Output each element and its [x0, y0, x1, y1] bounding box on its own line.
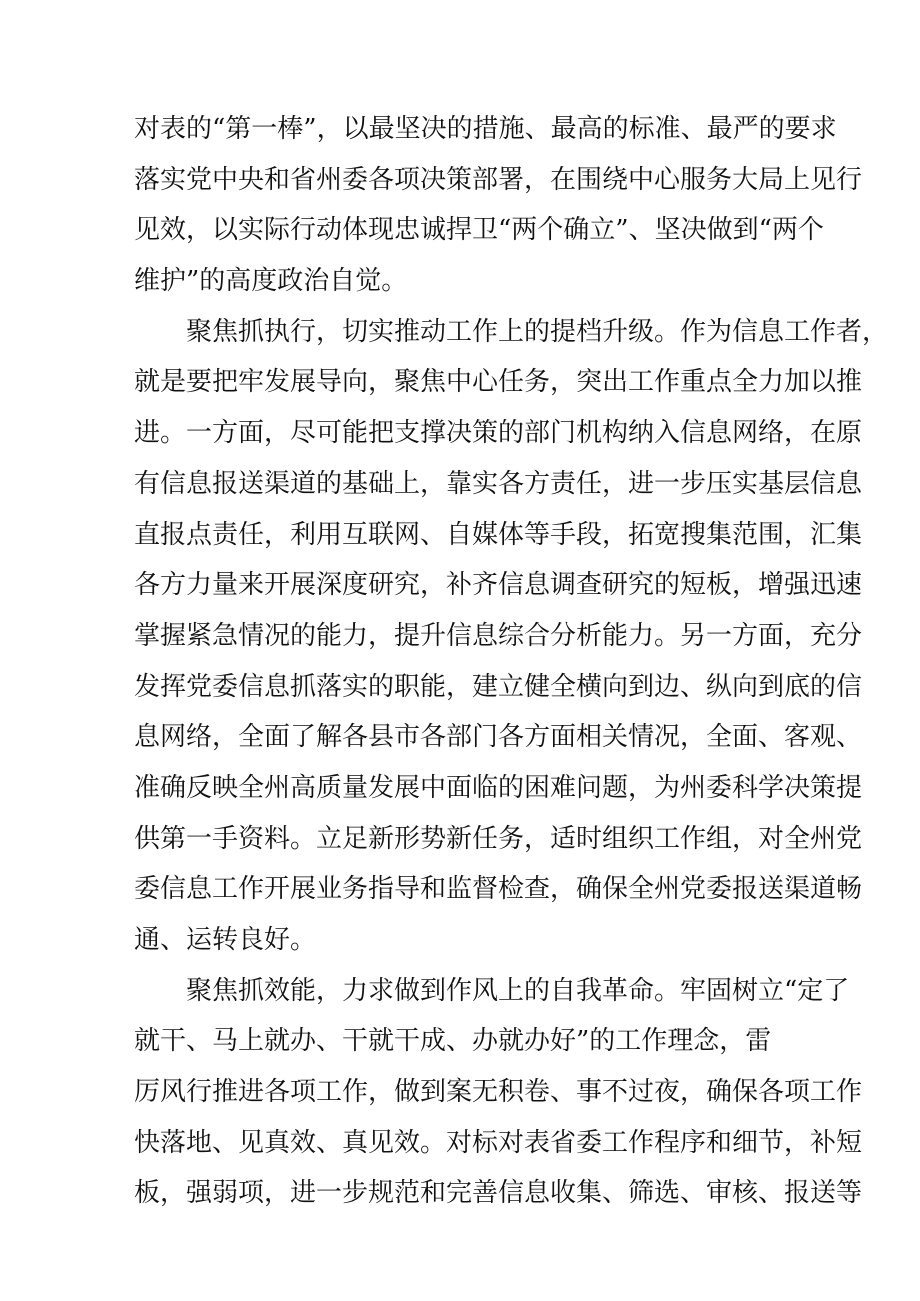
text-line: 就是要把牢发展导向，聚焦中心任务，突出工作重点全力加以推	[134, 367, 863, 398]
text-line: 通、运转良好。	[134, 925, 317, 955]
text-line: 委信息工作开展业务指导和监督检查，确保全州党委报送渠道畅	[134, 874, 863, 905]
text-line: 见效，以实际行动体现忠诚捍卫“两个确立”、坚决做到“两个	[134, 215, 824, 246]
text-line: 准确反映全州高质量发展中面临的困难问题，为州委科学决策提	[134, 772, 863, 803]
text-line: 直报点责任，利用互联网、自媒体等手段，拓宽搜集范围，汇集	[134, 519, 863, 550]
text-line: 对表的“第一棒”，以最坚决的措施、最高的标准、最严的要求	[134, 114, 837, 144]
text-line: 厉风行推进各项工作，做到案无积卷、事不过夜，确保各项工作	[134, 1077, 863, 1108]
body-text	[134, 104, 889, 1219]
text-line: 落实党中央和省州委各项决策部署，在围绕中心服务大局上见行	[134, 164, 863, 195]
paragraph-first-line: 聚焦抓效能，力求做到作风上的自我革命。牢固树立“定了	[186, 975, 850, 1006]
text-line: 有信息报送渠道的基础上，靠实各方责任，进一步压实基层信息	[134, 468, 863, 499]
text-line: 发挥党委信息抓落实的职能，建立健全横向到边、纵向到底的信	[134, 671, 863, 702]
text-line: 供第一手资料。立足新形势新任务，适时组织工作组，对全州党	[134, 823, 863, 854]
paragraph-first-line: 聚焦抓执行，切实推动工作上的提档升级。作为信息工作者，	[186, 316, 889, 347]
text-line: 就干、马上就办、干就干成、办就办好”的工作理念，雷	[134, 1026, 772, 1057]
text-line: 维护”的高度政治自觉。	[134, 266, 408, 297]
text-line: 各方力量来开展深度研究，补齐信息调查研究的短板，增强迅速	[134, 570, 863, 601]
text-line: 快落地、见真效、真见效。对标对表省委工作程序和细节，补短	[134, 1127, 863, 1158]
text-line: 进。一方面，尽可能把支撑决策的部门机构纳入信息网络，在原	[134, 418, 863, 449]
text-line: 息网络，全面了解各县市各部门各方面相关情况，全面、客观、	[134, 722, 863, 753]
text-line: 板，强弱项，进一步规范和完善信息收集、筛选、审核、报送等	[134, 1178, 863, 1209]
text-line: 掌握紧急情况的能力，提升信息综合分析能力。另一方面，充分	[134, 620, 863, 651]
